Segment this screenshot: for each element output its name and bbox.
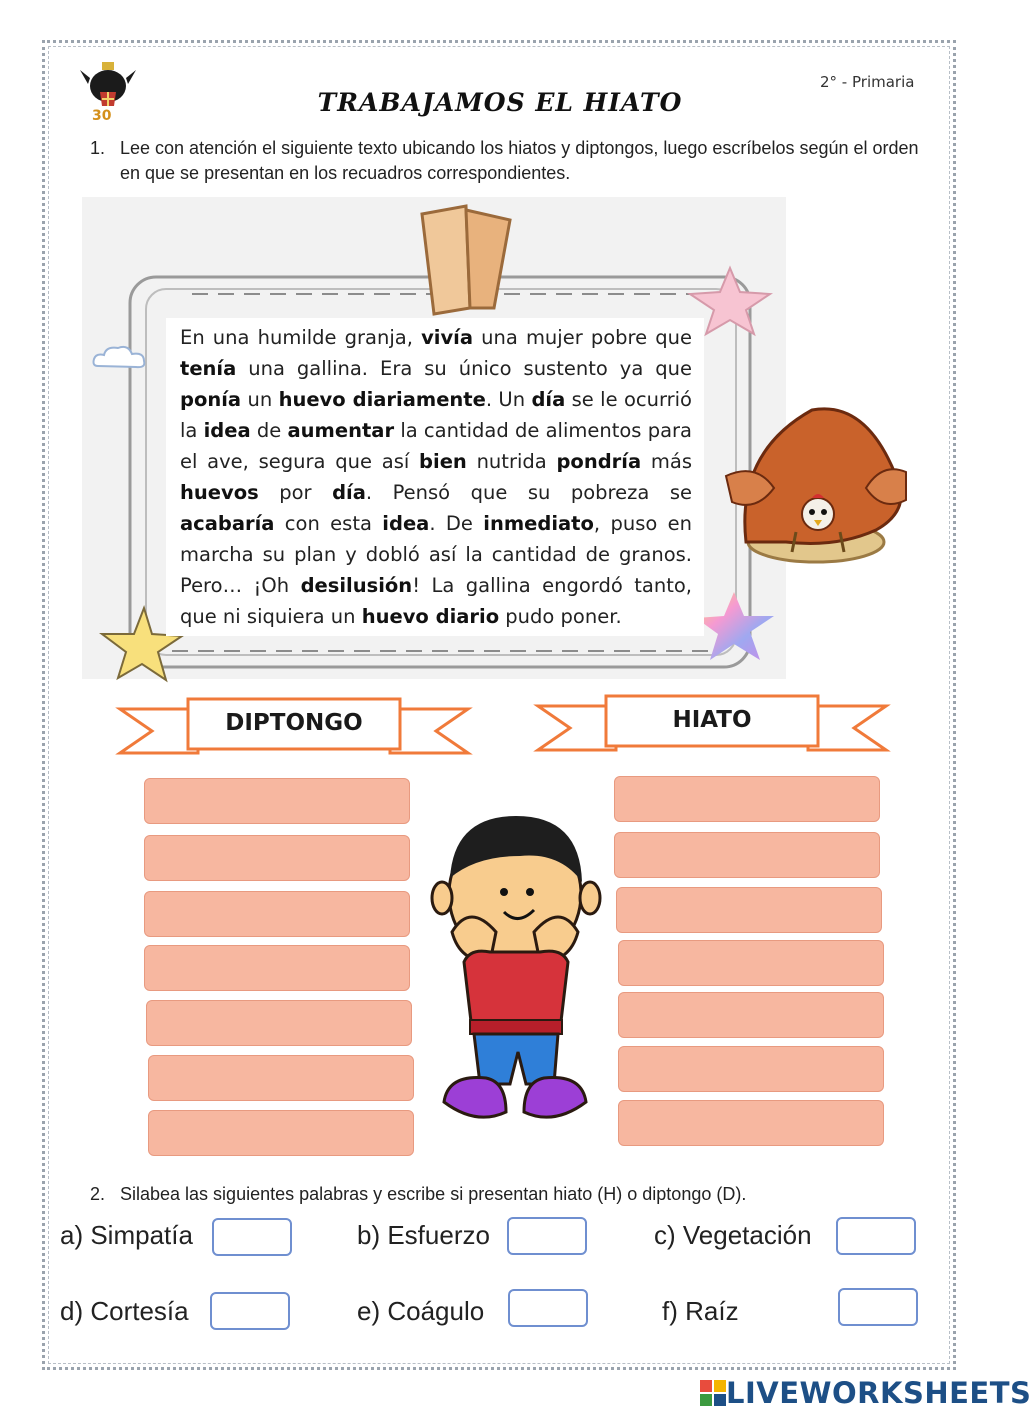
boy-illustration [430, 812, 600, 1144]
diptongo-answer-slot-2[interactable] [144, 835, 410, 881]
diptongo-label: DIPTONGO [225, 710, 363, 736]
story-segment: . Pensó que su pobreza se [365, 481, 692, 504]
story-keyword: tenía [180, 357, 237, 380]
hiato-label: HIATO [672, 707, 752, 733]
word-raiz: f) Raíz [662, 1296, 739, 1326]
answer-box-coagulo[interactable] [508, 1289, 588, 1327]
diptongo-answer-slot-6[interactable] [148, 1055, 414, 1101]
watermark-text: LIVEWORKSHEETS [726, 1376, 1031, 1410]
story-segment: un [241, 388, 279, 411]
answer-box-esfuerzo[interactable] [507, 1217, 587, 1255]
story-keyword: ponía [180, 388, 242, 411]
grade-label: 2° - Primaria [820, 73, 915, 91]
diptongo-answer-slot-7[interactable] [148, 1110, 414, 1156]
hiato-answer-slot-4[interactable] [618, 940, 884, 986]
colorful-star-icon [694, 590, 778, 664]
instruction-1-text: Lee con atención el siguiente texto ubicando los hiatos y diptongos, luego escríbelos según el orden en que se presentan en los recuadros correspondientes. [120, 138, 919, 183]
story-segment: . De [429, 512, 484, 535]
story-keyword: acabaría [180, 512, 275, 535]
story-segment: con esta [274, 512, 383, 535]
answer-box-cortesia[interactable] [210, 1292, 290, 1330]
story-segment: la cantidad de alimentos para el ave, segura que así [180, 419, 692, 473]
story-keyword: pondría [556, 450, 642, 473]
story-keyword: huevos [180, 481, 259, 504]
instruction-2 [90, 1182, 940, 1208]
hiato-answer-slot-6[interactable] [618, 1046, 884, 1092]
instruction-2-text: Silabea las siguientes palabras y escribe si presentan hiato (H) o diptongo (D). [120, 1184, 747, 1204]
cloud-icon [90, 342, 150, 372]
story-text [180, 322, 692, 632]
diptongo-answer-slot-4[interactable] [144, 945, 410, 991]
story-keyword: huevo diario [361, 605, 500, 628]
story-keyword: vivía [421, 326, 474, 349]
story-segment: se le ocurrió la [180, 388, 692, 442]
story-keyword: idea [203, 419, 251, 442]
instruction-2-number: 2. [90, 1184, 106, 1204]
word-vegetacion: c) Vegetación [654, 1220, 812, 1250]
story-segment: una gallina. Era su único sustento ya que [236, 357, 692, 380]
story-segment: más [641, 450, 692, 473]
story-segment: , puso en marcha su plan y dobló así la cantidad de granos. Pero… ¡Oh [180, 512, 693, 597]
diptongo-answer-slot-1[interactable] [144, 778, 410, 824]
instruction-1-number: 1. [90, 138, 106, 158]
story-keyword: día [332, 481, 366, 504]
instruction-1 [90, 136, 940, 188]
story-keyword: bien [419, 450, 467, 473]
story-segment: de [250, 419, 288, 442]
diptongo-answer-slot-3[interactable] [144, 891, 410, 937]
word-cortesia: d) Cortesía [60, 1296, 189, 1326]
answer-box-raiz[interactable] [838, 1288, 918, 1326]
story-segment: nutrida [466, 450, 557, 473]
story-segment: ! La gallina engordó tanto, que ni siquiera un [180, 574, 692, 628]
hen-illustration [716, 392, 916, 572]
answer-box-vegetacion[interactable] [836, 1217, 916, 1255]
page-title: TRABAJAMOS EL HIATO [317, 88, 683, 117]
story-keyword: día [531, 388, 566, 411]
hiato-answer-slot-2[interactable] [614, 832, 880, 878]
story-segment: . Un [485, 388, 532, 411]
hiato-answer-slot-7[interactable] [618, 1100, 884, 1146]
story-segment: pudo poner. [499, 605, 622, 628]
story-segment: una mujer pobre que [473, 326, 692, 349]
word-simpatia: a) Simpatía [60, 1220, 193, 1250]
svg-text:30: 30 [92, 108, 112, 124]
hiato-answer-slot-3[interactable] [616, 887, 882, 933]
answer-box-simpatia[interactable] [212, 1218, 292, 1256]
story-segment: En una humilde granja, [180, 326, 422, 349]
hiato-answer-slot-5[interactable] [618, 992, 884, 1038]
story-keyword: aumentar [287, 419, 395, 442]
story-segment: por [258, 481, 333, 504]
story-keyword: idea [382, 512, 430, 535]
paper-clip-icon [414, 204, 514, 314]
word-coagulo: e) Coágulo [357, 1296, 485, 1326]
story-keyword: huevo diariamente [278, 388, 486, 411]
hiato-answer-slot-1[interactable] [614, 776, 880, 822]
story-keyword: inmediato [483, 512, 594, 535]
story-keyword: desilusión [300, 574, 413, 597]
diptongo-answer-slot-5[interactable] [146, 1000, 412, 1046]
word-esfuerzo: b) Esfuerzo [357, 1220, 490, 1250]
liveworksheets-logo-icon [700, 1380, 726, 1406]
liveworksheets-watermark [700, 1376, 1031, 1410]
